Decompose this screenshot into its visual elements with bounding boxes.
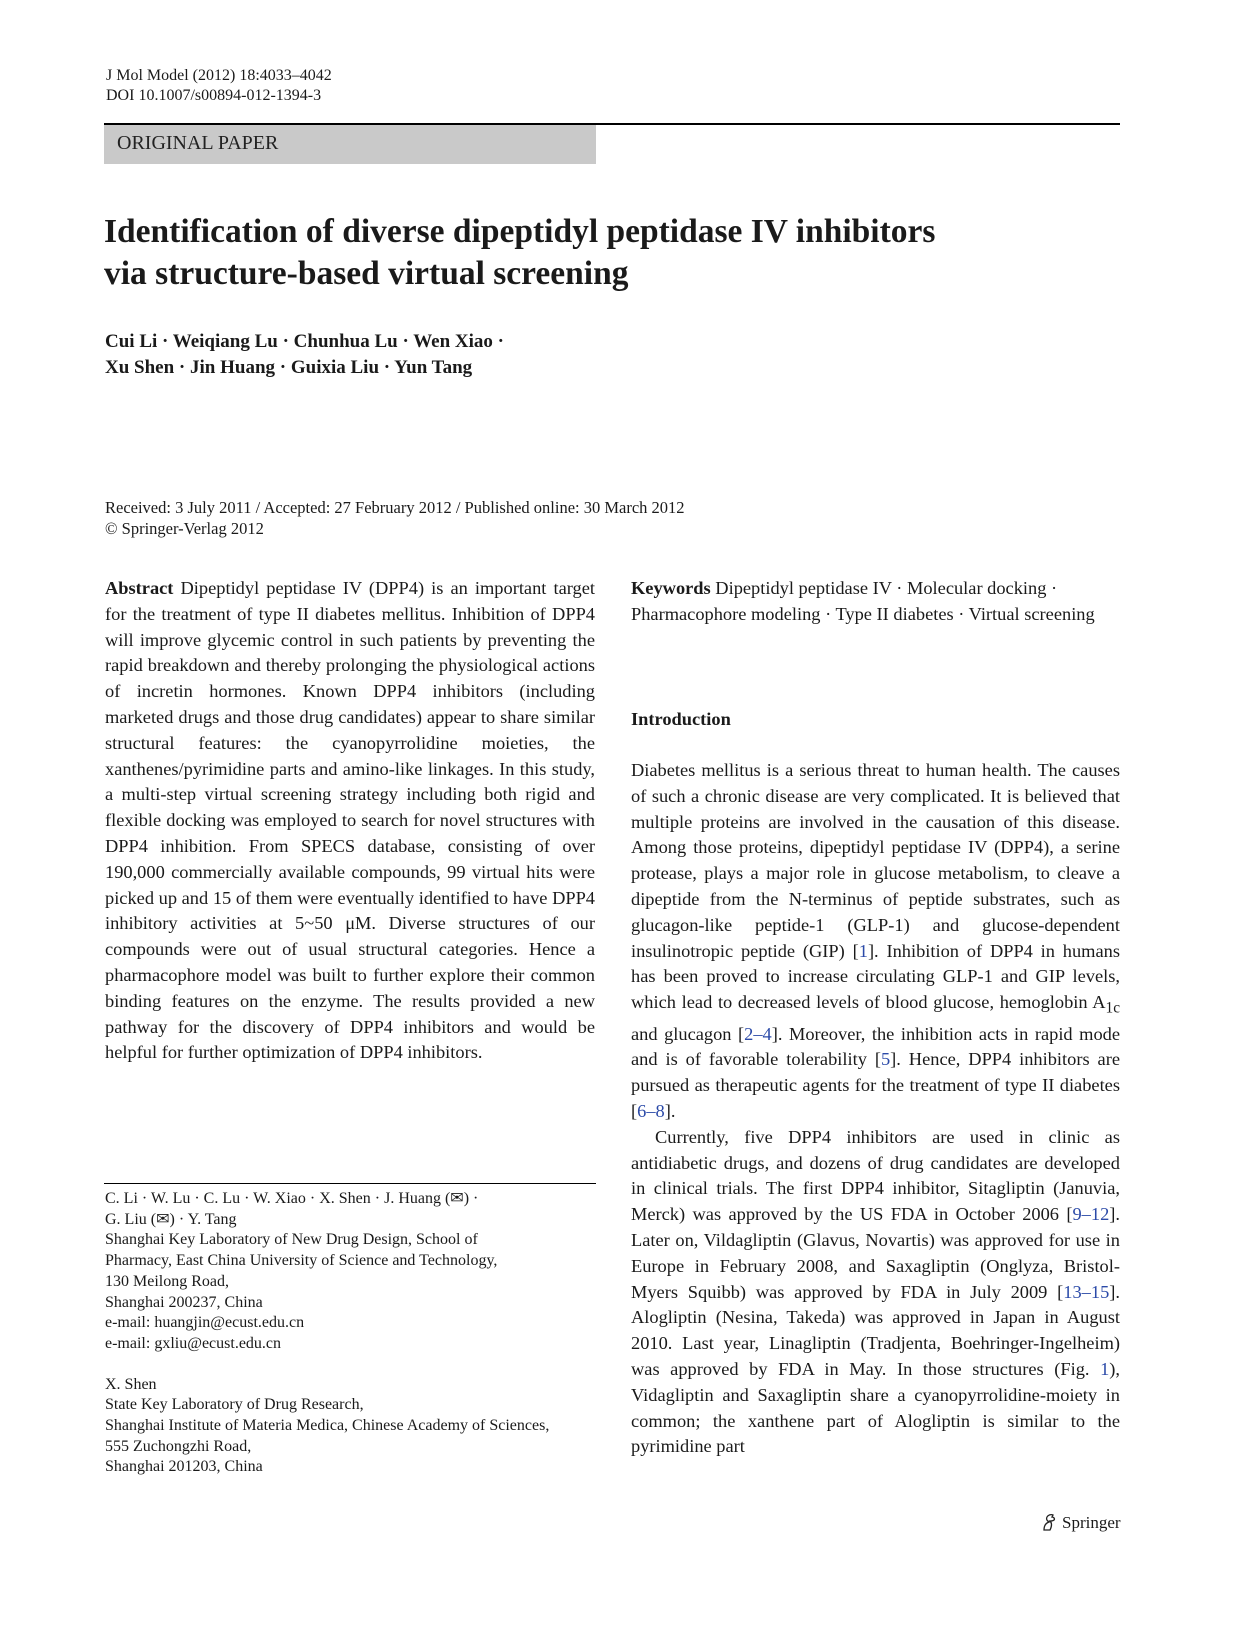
doi[interactable]: DOI 10.1007/s00894-012-1394-3 <box>106 87 322 104</box>
journal-header <box>106 66 332 106</box>
publication-dates <box>105 497 685 539</box>
copyright: © Springer-Verlag 2012 <box>105 519 264 538</box>
author-list <box>105 329 504 381</box>
abstract-label: Abstract <box>105 578 174 598</box>
citation-link[interactable]: 9–12 <box>1072 1204 1110 1225</box>
citation-link[interactable]: 5 <box>880 1049 891 1070</box>
affil-line: G. Liu (✉) · Y. Tang <box>105 1210 237 1228</box>
intro-paragraph-1: Diabetes mellitus is a serious threat to human health. The causes of such a chronic disease are very complicated. It is believed that multiple proteins are involved in the causation of this disease. Among those proteins, dipeptidyl peptidase IV (DPP4), a serine protease, plays a major role in glucose metabolism, to cleave a dipeptide from the N-terminus of peptide substrates, such as glucagon-like peptide-1 (GLP-1) and glucose-dependent insulinotropic peptide (GIP) [1]. Inhibition of DPP4 in humans has been proved to increase circulating GLP-1 and GIP levels, which lead to decreased levels of blood glucose, hemoglobin $A_{1c}$ and glucagon [2–4]. Moreover, the inhibition acts in rapid mode and is of favorable tolerability [5]. Hence, DPP4 inhibitors are pursued as therapeutic agents for the treatment of type II diabetes [6–8]. <box>631 760 1120 1122</box>
affil-line: Shanghai 201203, China <box>105 1458 263 1476</box>
intro-paragraph-2: Currently, five DPP4 inhibitors are used in clinic as antidiabetic drugs, and dozens of drug candidates are developed in clinical trials. The first DPP4 inhibitor, Sitagliptin (Januvia, Merck) was approved by the US FDA in October 2006 [9–12]. Later on, Vildagliptin (Glavus, Novartis) was approved for use in Europe in February 2008, and Saxagliptin (Onglyza, Bristol-Myers Squibb) was approved by FDA in July 2009 [13–15]. Alogliptin (Nesina, Takeda) was approved in Japan in August 2010. Last year, Linagliptin (Tradjenta, Boehringer-Ingelheim) was approved by FDA in May. In those structures (Fig. 1), Vidagliptin and Saxagliptin share a cyanopyrrolidine-moiety in common; the xanthene part of Alogliptin is similar to the pyrimidine part <box>631 1126 1120 1457</box>
citation-link[interactable]: 13–15 <box>1063 1281 1110 1302</box>
keywords-text: Dipeptidyl peptidase IV · Molecular docking · Pharmacophore modeling · Type II diabetes · Virtual screening <box>631 578 1095 624</box>
affil-line: Shanghai Key Laboratory of New Drug Design, School of <box>105 1231 478 1249</box>
paper-title <box>104 211 1104 295</box>
introduction-body <box>631 758 1120 1460</box>
affil-line: 555 Zuchongzhi Road, <box>105 1437 252 1455</box>
affil-line: Shanghai Institute of Materia Medica, Chinese Academy of Sciences, <box>105 1417 550 1435</box>
springer-horse-icon <box>1040 1512 1058 1532</box>
abstract-text: Dipeptidyl peptidase IV (DPP4) is an important target for the treatment of type II diabetes mellitus. Inhibition of DPP4 will improve glycemic control in such patients by preventing the rapid breakdown and thereby prolonging the physiological actions of incretin hormones. Known DPP4 inhibitors (including marketed drugs and those drug candidates) appear to share similar structural features: the cyanopyrrolidine moieties, the xanthenes/pyrimidine parts and amino-like linkages. In this study, a multi-step virtual screening strategy including both rigid and flexible docking was employed to search for novel structures with DPP4 inhibition. From SPECS database, consisting of over 190,000 commercially available compounds, 99 virtual hits were picked up and 15 of them were eventually identified to have DPP4 inhibitory activities at 5~50 μM. Diverse structures of our compounds were out of usual structural categories. Hence a pharmacophore model was built to further explore their common binding features on the enzyme. The results provided a new pathway for the discovery of DPP4 inhibitors and would be helpful for further optimization of DPP4 inhibitors. <box>105 578 595 1063</box>
affil-line: 130 Meilong Road, <box>105 1272 229 1290</box>
figure-link[interactable]: 1 <box>1100 1359 1110 1379</box>
keywords-label: Keywords <box>631 578 711 598</box>
affil-line: Shanghai 200237, China <box>105 1293 263 1311</box>
citation-link[interactable]: 2–4 <box>744 1023 772 1044</box>
section-heading-introduction: Introduction <box>631 709 731 729</box>
affil-line: C. Li · W. Lu · C. Lu · W. Xiao · X. Shen · J. Huang (✉) · <box>105 1190 479 1207</box>
affil-line: State Key Laboratory of Drug Research, <box>105 1396 364 1414</box>
authors-line-1: Cui Li · Weiqiang Lu · Chunhua Lu · Wen Xiao · <box>105 331 504 352</box>
received-accepted-published: Received: 3 July 2011 / Accepted: 27 February 2012 / Published online: 30 March 2012 <box>105 498 685 517</box>
subscript: 1c <box>1105 999 1120 1017</box>
citation-link[interactable]: 1 <box>858 940 868 961</box>
affil-line: X. Shen <box>105 1375 157 1393</box>
journal-citation: J Mol Model (2012) 18:4033–4042 <box>106 67 332 84</box>
email-huang[interactable]: e-mail: huangjin@ecust.edu.cn <box>105 1314 305 1332</box>
affiliation-rule <box>104 1183 596 1184</box>
affiliations <box>105 1189 549 1478</box>
paper-type-banner: ORIGINAL PAPER <box>104 125 596 164</box>
publisher-logo <box>1040 1512 1121 1534</box>
citation-link[interactable]: 6–8 <box>637 1101 665 1122</box>
email-liu[interactable]: e-mail: gxliu@ecust.edu.cn <box>105 1334 282 1352</box>
publisher-name: Springer <box>1062 1513 1121 1532</box>
affil-line: Pharmacy, East China University of Science and Technology, <box>105 1252 498 1270</box>
keywords <box>631 576 1120 628</box>
title-line-1: Identification of diverse dipeptidyl peptidase IV inhibitors <box>104 213 936 250</box>
abstract <box>105 576 595 1066</box>
title-line-2: via structure-based virtual screening <box>104 255 629 292</box>
authors-line-2: Xu Shen · Jin Huang · Guixia Liu · Yun Tang <box>105 357 473 378</box>
